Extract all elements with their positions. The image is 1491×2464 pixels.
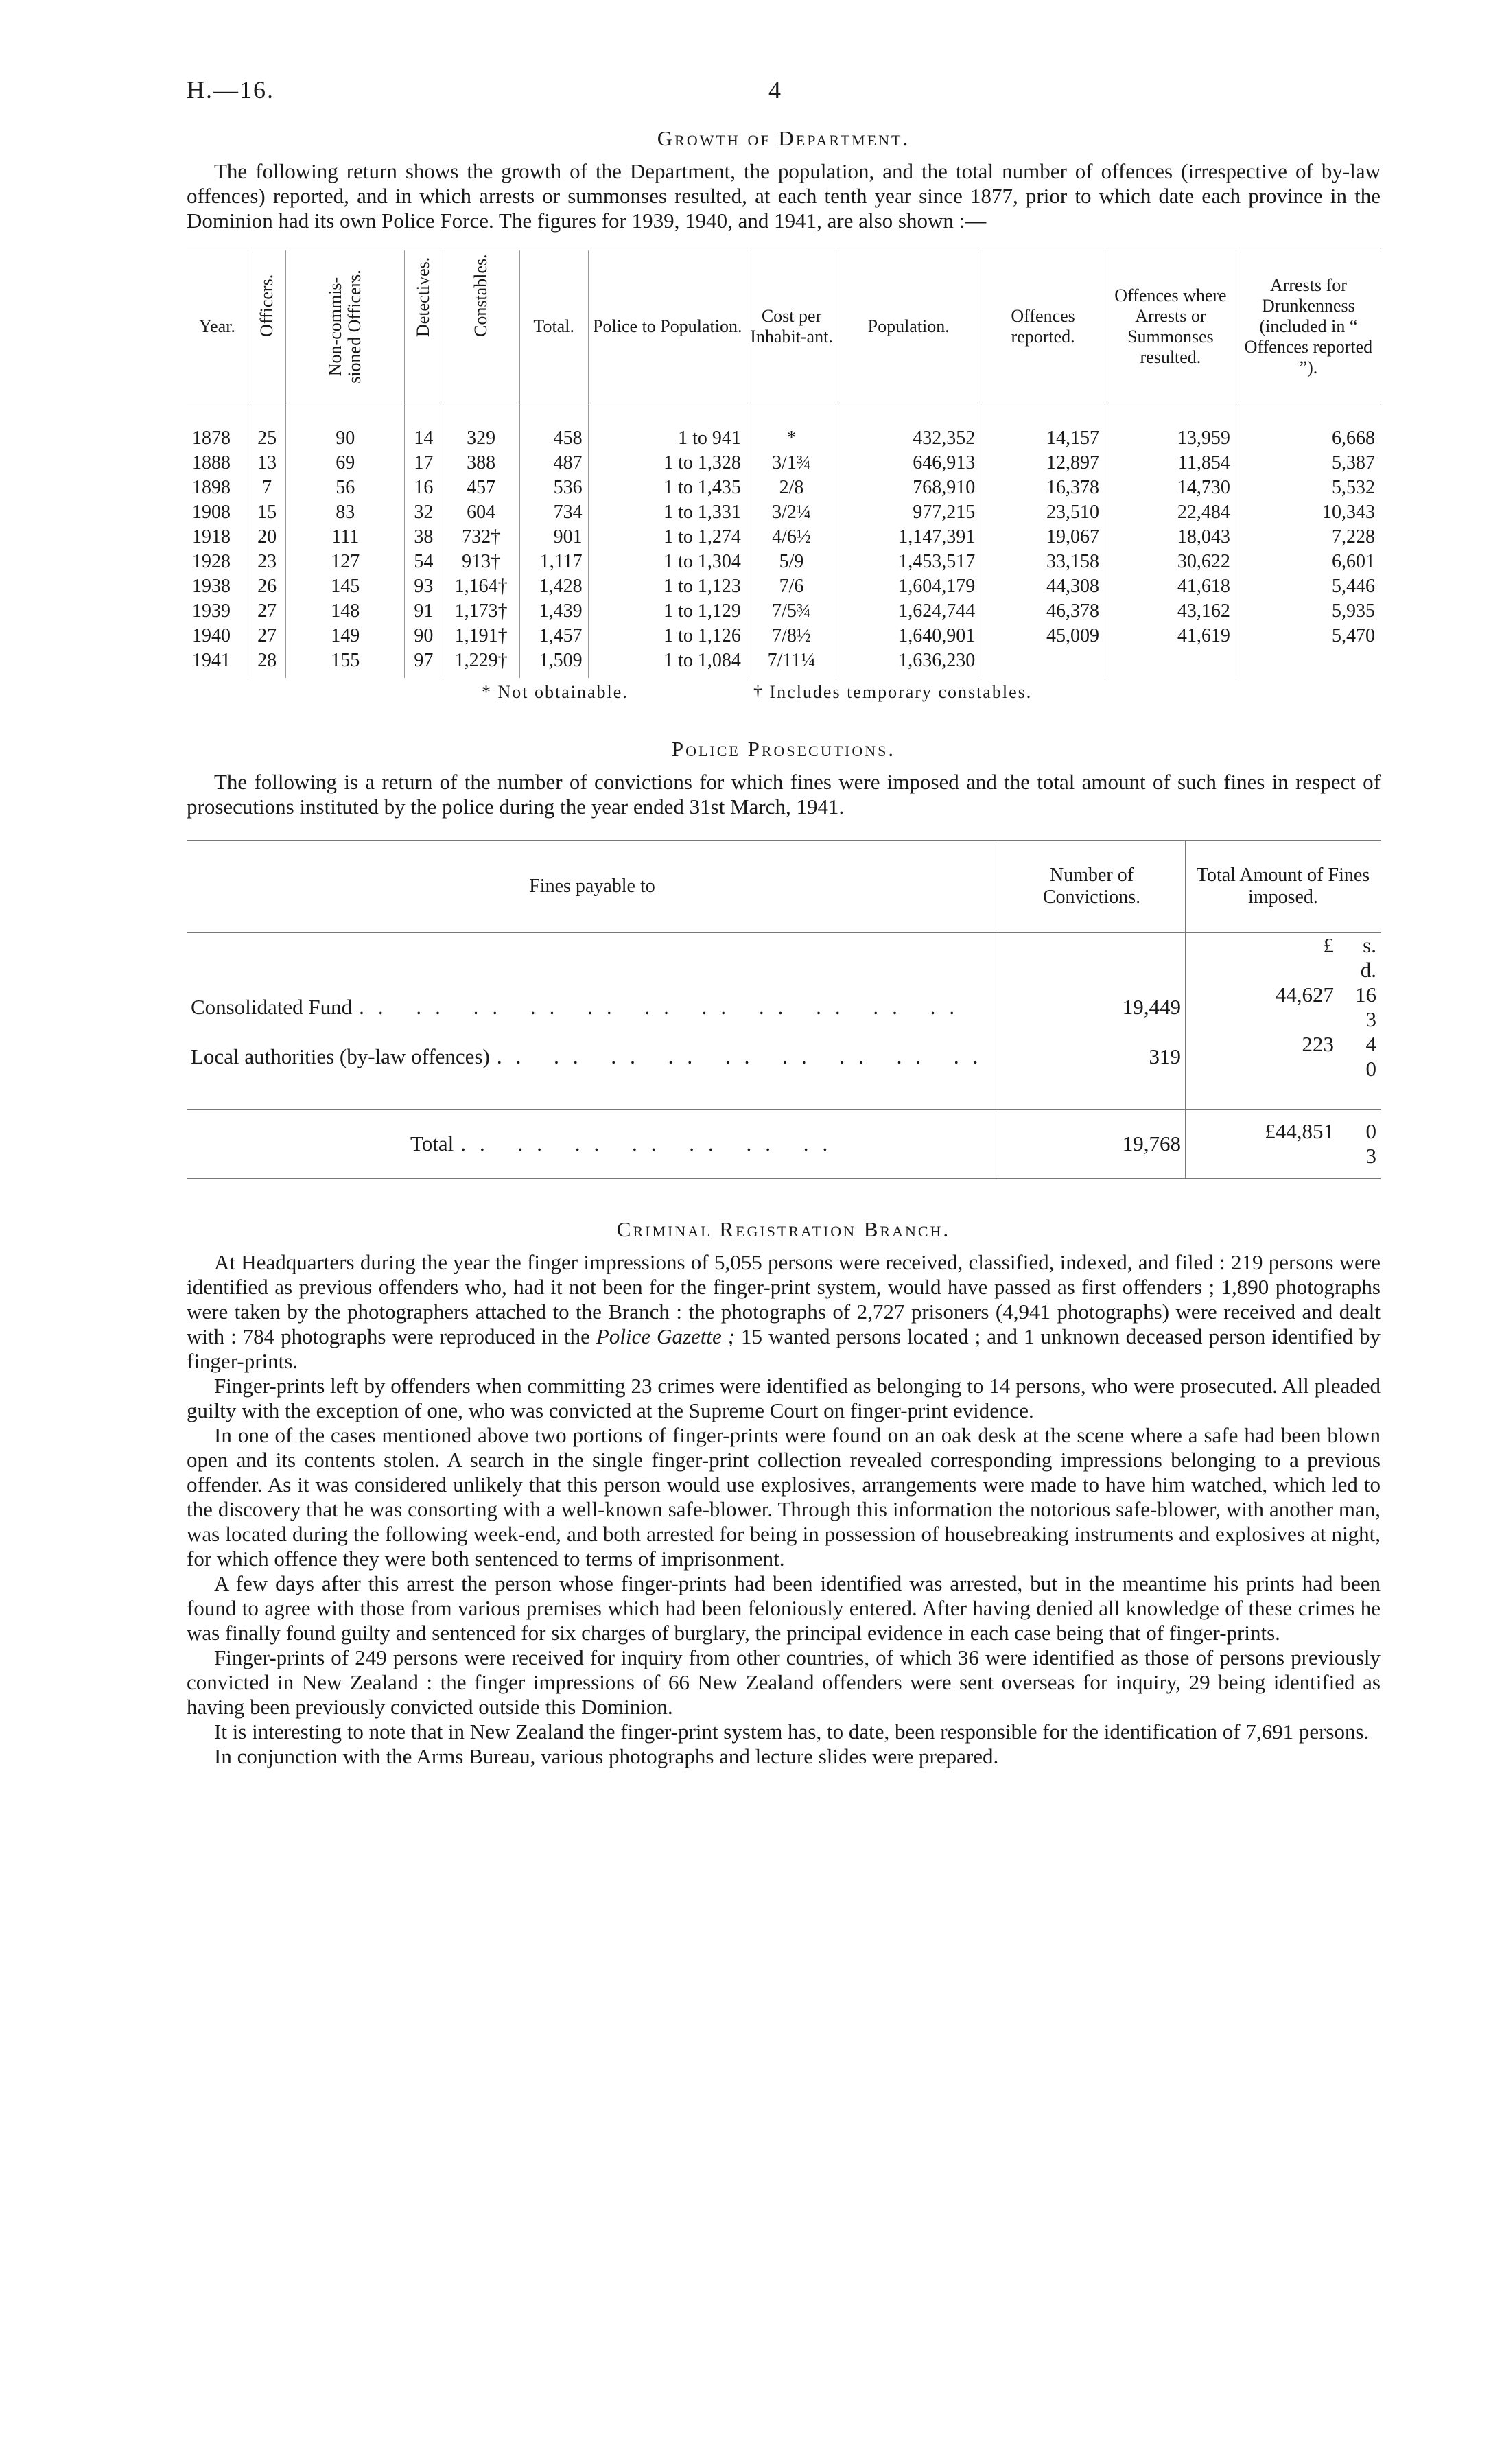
criminal-section-body [187, 1250, 1381, 1769]
total-pounds: £44,851 [1265, 1119, 1334, 1143]
table-row: 1939 27 148 91 1,173† 1,439 1 to 1,129 7/5¾ 1,624,744 46,378 43,162 5,935 [187, 599, 1381, 624]
criminal-paragraph-7: In conjunction with the Arms Bureau, various photographs and lecture slides were prepared. [214, 1744, 999, 1768]
table-row: 1908 15 83 32 604 734 1 to 1,331 3/2¼ 977,215 23,510 22,484 10,343 [187, 500, 1381, 525]
fines-row-label: Consolidated Fund [191, 995, 353, 1019]
criminal-paragraph-2: Finger-prints left by offenders when committing 23 crimes were identified as belonging to 14 persons, who were prosecuted. All pleaded guilty with the exception of one, who was convicted at the Supreme Court on finger-print evidence. [187, 1374, 1381, 1422]
unit-shillings: s. [1363, 933, 1376, 957]
table-row: Local authorities (by-law offences) .. .. .. .. .. .. .. .. .. 319 223 40 [187, 1032, 1381, 1081]
criminal-paragraph-6: It is interesting to note that in New Zealand the finger-print system has, to date, been responsible for the identification of 7,691 persons. [214, 1720, 1370, 1744]
growth-header-row [187, 250, 1381, 403]
table-row: 1918 20 111 38 732† 901 1 to 1,274 4/6½ 1,147,391 19,067 18,043 7,228 [187, 525, 1381, 550]
document-reference: H.—16. [187, 76, 274, 104]
table-row: 1888 13 69 17 388 487 1 to 1,328 3/1¾ 646,913 12,897 11,854 5,387 [187, 451, 1381, 476]
fines-total-row: Total .. .. .. .. .. .. .. 19,768 £44,851 03 [187, 1110, 1381, 1179]
col-year: Year. [187, 250, 248, 403]
table-row: Consolidated Fund .. .. .. .. .. .. .. .. .. .. .. 19,449 44,627 163 [187, 983, 1381, 1032]
fines-header-row [187, 841, 1381, 933]
table-row: 1941 28 155 97 1,229† 1,509 1 to 1,084 7/11¼ 1,636,230 [187, 648, 1381, 678]
col-officers: Officers. [248, 250, 286, 403]
page-header [187, 75, 1381, 117]
prosecutions-intro: The following is a return of the number of convictions for which fines were imposed and the total amount of such fines in respect of prosecutions instituted by the police during the year ended 31st March, 1941. [187, 770, 1381, 819]
table-row: 1928 23 127 54 913† 1,117 1 to 1,304 5/9 1,453,517 33,158 30,622 6,601 [187, 550, 1381, 574]
col-offences-reported: Offences reported. [981, 250, 1105, 403]
page-number: 4 [768, 76, 781, 104]
col-drunkenness: Arrests for Drunkenness (included in “ Offences reported ”). [1236, 250, 1381, 403]
prosecutions-section-title: Police Prosecutions. [671, 737, 896, 761]
col-number-of-convictions: Number of Convictions. [998, 841, 1186, 933]
units-row [187, 933, 1381, 983]
table-row: 1938 26 145 93 1,164† 1,428 1 to 1,123 7/6 1,604,179 44,308 41,618 5,446 [187, 574, 1381, 599]
col-constables: Constables. [443, 250, 519, 403]
col-cost-per-inhabitant: Cost per Inhabit-ant. [747, 250, 836, 403]
total-convictions: 19,768 [998, 1110, 1186, 1179]
convictions-value: 19,449 [998, 983, 1186, 1032]
growth-intro: The following return shows the growth of the Department, the population, and the total number of offences (irrespective of by-law offences) reported, and in which arrests or summonses resulted, at each tenth year since 1877, prior to which date each province in the Dominion had its own Police Force. The figures for 1939, 1940, and 1941, are also shown :— [187, 159, 1381, 233]
criminal-paragraph-3: In one of the cases mentioned above two portions of finger-prints were found on an oak desk at the scene where a safe had been blown open and its contents stolen. A search in the single finger-print collection revealed corresponding impressions belonging to a previous offender. As it was considered unlikely that this person would use explosives, arrangements were made to have him watched, which led to the discovery that he was consorting with a well-known safe-blower. Through this information the notorious safe-blower, with another man, was located during the following week-end, and both arrested for being in possession of housebreaking instruments and explosives at night, for which offence they were both sentenced to terms of imprisonment. [187, 1423, 1381, 1571]
table-row: 1878 25 90 14 329 458 1 to 941 * 432,352 14,157 13,959 6,668 [187, 403, 1381, 451]
table-row: 1940 27 149 90 1,191† 1,457 1 to 1,126 7/8½ 1,640,901 45,009 41,619 5,470 [187, 624, 1381, 648]
unit-pounds: £ [1323, 933, 1334, 957]
growth-table [187, 250, 1381, 678]
unit-pence: d. [1360, 958, 1376, 982]
criminal-section-title: Criminal Registration Branch. [616, 1217, 951, 1241]
col-nco: Non-commis-sioned Officers. [286, 250, 405, 403]
col-detectives: Detectives. [405, 250, 443, 403]
convictions-value: 319 [998, 1032, 1186, 1081]
growth-section-title: Growth of Department. [657, 126, 911, 150]
criminal-paragraph-1: At Headquarters during the year the finger impressions of 5,055 persons were received, classified, indexed, and filed : 219 persons were identified as previous offenders who, had it not been for the finger-print system, would have passed as first offenders ; 1,890 photographs were taken by the photographers attached to the Branch : the photographs of 2,727 prisoners (4,941 photographs) were received and dealt with : 784 photographs were reproduced in the Police Gazette ; 15 wanted persons located ; and 1 unknown deceased person identified by finger-prints. [187, 1250, 1381, 1373]
total-label: Total [410, 1131, 454, 1155]
footnote-not-obtainable: * Not obtainable. [482, 682, 629, 702]
footnote-temporary-constables: † Includes temporary constables. [753, 682, 1033, 702]
fines-row-label: Local authorities (by-law offences) [191, 1044, 490, 1068]
col-offences-arrests: Offences where Arrests or Summonses resulted. [1105, 250, 1236, 403]
criminal-paragraph-4: A few days after this arrest the person whose finger-prints had been identified was arrested, but in the meantime his prints had been found to agree with those from various premises which had been feloniously entered. After having denied all knowledge of these crimes he was finally found guilty and sentenced for six charges of burglary, the principal evidence in each case being that of finger-prints. [187, 1571, 1381, 1645]
fines-table [187, 840, 1381, 1179]
col-fines-payable-to: Fines payable to [187, 841, 998, 933]
police-gazette-title: Police Gazette ; [596, 1324, 736, 1348]
page [187, 75, 1381, 1769]
col-population: Population. [836, 250, 981, 403]
criminal-paragraph-5: Finger-prints of 249 persons were received for inquiry from other countries, of which 36 were identified as those of persons previously convicted in New Zealand : the finger impressions of 66 New Zealand offenders were sent overseas for inquiry, 29 being identified as having been previously convicted outside this Dominion. [187, 1645, 1381, 1719]
col-total-amount: Total Amount of Fines imposed. [1186, 841, 1381, 933]
col-police-to-population: Police to Population. [588, 250, 747, 403]
col-total: Total. [519, 250, 588, 403]
table-row: 1898 7 56 16 457 536 1 to 1,435 2/8 768,910 16,378 14,730 5,532 [187, 476, 1381, 500]
growth-footnotes [187, 682, 1381, 709]
